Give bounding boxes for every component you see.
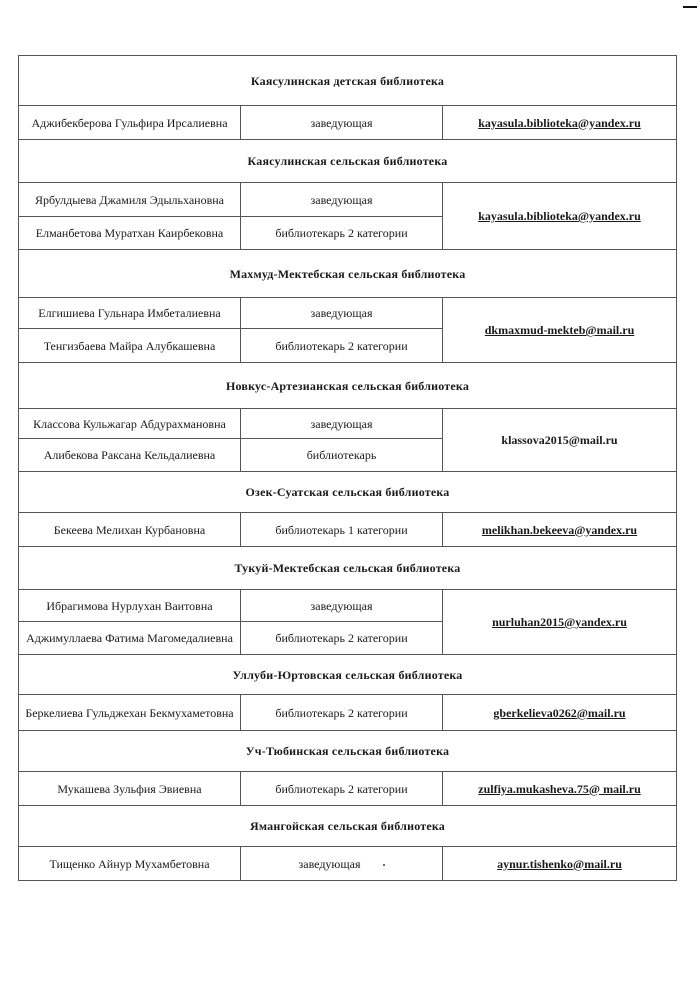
staff-position: библиотекарь 2 категории [241, 217, 443, 250]
staff-position: заведующая [241, 590, 443, 622]
library-header-row [19, 547, 677, 590]
library-email-link[interactable]: klassova2015@mail.ru [443, 409, 677, 472]
staff-row [19, 409, 677, 439]
library-title: Озек-Суатская сельская библиотека [19, 472, 677, 513]
library-email-link[interactable]: kayasula.biblioteka@yandex.ru [443, 183, 677, 250]
staff-position: библиотекарь 2 категории [241, 329, 443, 363]
staff-name: Аджимуллаева Фатима Магомедалиевна [19, 622, 241, 655]
library-header-row [19, 363, 677, 409]
staff-name: Классова Кульжагар Абдурахмановна [19, 409, 241, 439]
library-email-link[interactable]: kayasula.biblioteka@yandex.ru [443, 106, 677, 140]
staff-position-text: заведующая [298, 856, 361, 871]
library-title: Каясулинская детская библиотека [19, 56, 677, 106]
library-title: Уллуби-Юртовская сельская библиотека [19, 655, 677, 695]
staff-position: заведующая [241, 409, 443, 439]
staff-position: библиотекарь 2 категории [241, 695, 443, 731]
library-email-link[interactable]: nurluhan2015@yandex.ru [443, 590, 677, 655]
library-title: Каясулинская сельская библиотека [19, 140, 677, 183]
staff-position: библиотекарь 2 категории [241, 622, 443, 655]
library-title: Ямангойская сельская библиотека [19, 806, 677, 847]
library-staff-table [18, 55, 677, 881]
staff-position [241, 847, 443, 881]
staff-name: Елгишиева Гульнара Имбеталиевна [19, 298, 241, 329]
staff-name: Аджибекберова Гульфира Ирсалиевна [19, 106, 241, 140]
staff-row [19, 183, 677, 217]
staff-row [19, 513, 677, 547]
library-title: Новкус-Артезианская сельская библиотека [19, 363, 677, 409]
staff-name: Алибекова Раксана Кельдалиевна [19, 439, 241, 472]
library-header-row [19, 806, 677, 847]
library-header-row [19, 655, 677, 695]
library-email-link[interactable]: melikhan.bekeeva@yandex.ru [443, 513, 677, 547]
staff-row [19, 106, 677, 140]
library-title: Махмуд-Мектебская сельская библиотека [19, 250, 677, 298]
library-email-link[interactable]: aynur.tishenko@mail.ru [443, 847, 677, 881]
staff-name: Ярбулдыева Джамиля Эдыльхановна [19, 183, 241, 217]
scan-corner-mark [683, 6, 697, 8]
staff-position: библиотекарь [241, 439, 443, 472]
library-header-row [19, 250, 677, 298]
library-header-row [19, 140, 677, 183]
staff-row [19, 695, 677, 731]
library-email-link[interactable]: zulfiya.mukasheva.75@ mail.ru [443, 772, 677, 806]
library-email-link[interactable]: dkmaxmud-mekteb@mail.ru [443, 298, 677, 363]
staff-position: заведующая [241, 106, 443, 140]
staff-row [19, 772, 677, 806]
library-header-row [19, 731, 677, 772]
staff-name: Ибрагимова Нурлухан Ваитовна [19, 590, 241, 622]
staff-name: Елманбетова Муратхан Каирбековна [19, 217, 241, 250]
staff-position: заведующая [241, 183, 443, 217]
library-header-row [19, 56, 677, 106]
scan-speck [383, 864, 385, 866]
staff-name: Беркелиева Гульджехан Бекмухаметовна [19, 695, 241, 731]
library-email-link[interactable]: gberkelieva0262@mail.ru [443, 695, 677, 731]
staff-name: Тенгизбаева Майра Алубкашевна [19, 329, 241, 363]
staff-position: библиотекарь 2 категории [241, 772, 443, 806]
staff-row [19, 298, 677, 329]
library-header-row [19, 472, 677, 513]
staff-position: библиотекарь 1 категории [241, 513, 443, 547]
staff-name: Мукашева Зульфия Эвиевна [19, 772, 241, 806]
library-title: Тукуй-Мектебская сельская библиотека [19, 547, 677, 590]
staff-position: заведующая [241, 298, 443, 329]
staff-row [19, 590, 677, 622]
staff-row [19, 847, 677, 881]
library-title: Уч-Тюбинская сельская библиотека [19, 731, 677, 772]
staff-name: Тищенко Айнур Мухамбетовна [19, 847, 241, 881]
staff-name: Бекеева Мелихан Курбановна [19, 513, 241, 547]
